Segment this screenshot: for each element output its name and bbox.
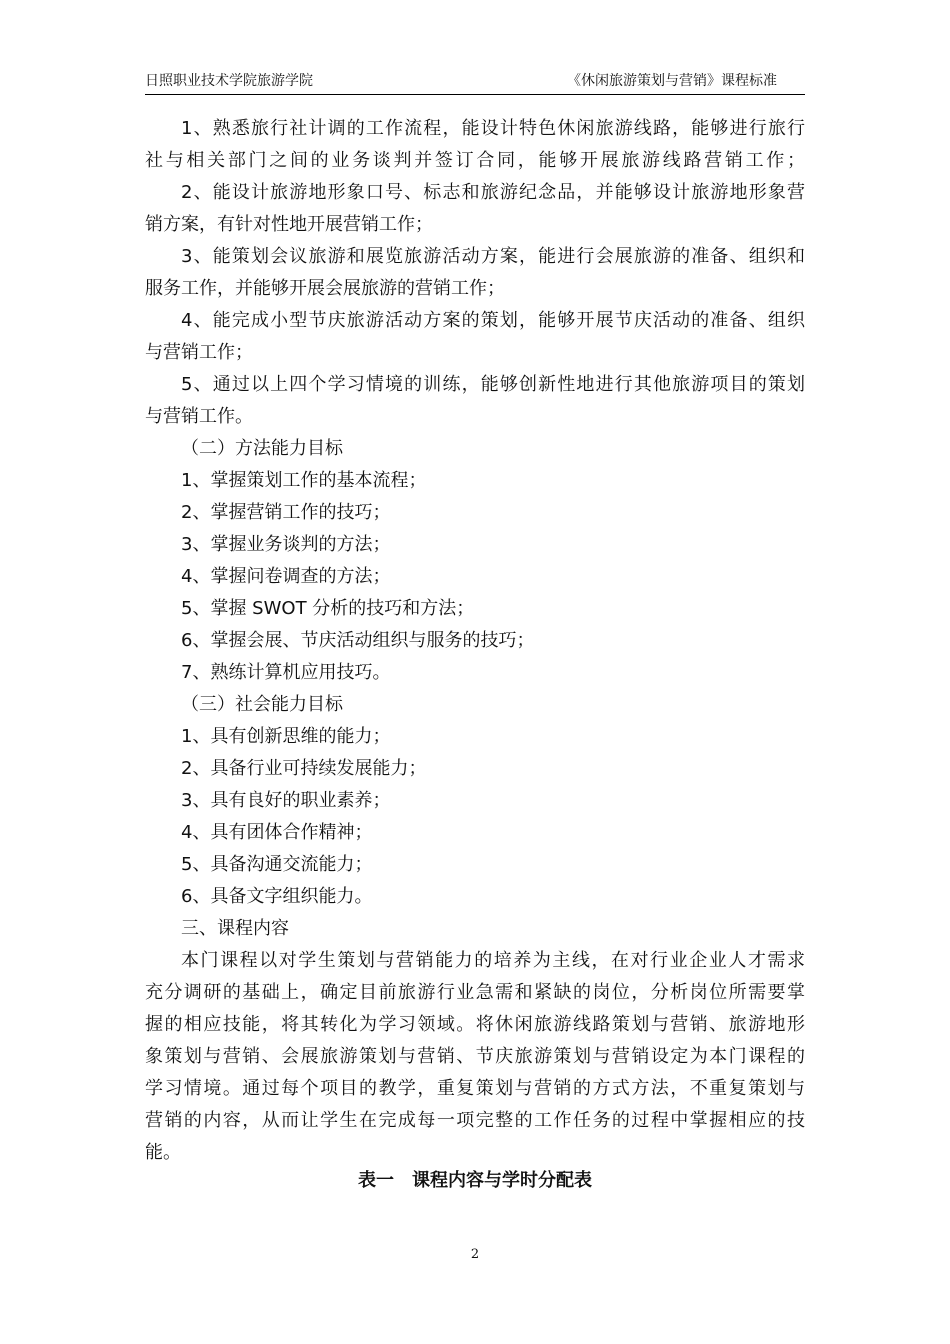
paragraph-line: 象策划与营销、会展旅游策划与营销、节庆旅游策划与营销设定为本门课程的 (145, 1046, 805, 1067)
list-item: 2、掌握营销工作的技巧； (181, 502, 391, 523)
paragraph-line: 2、能设计旅游地形象口号、标志和旅游纪念品，并能够设计旅游地形象营 (181, 182, 805, 203)
paragraph-line: 服务工作，并能够开展会展旅游的营销工作； (145, 278, 505, 299)
paragraph-line: 4、能完成小型节庆旅游活动方案的策划，能够开展节庆活动的准备、组织 (181, 310, 805, 331)
list-item: 6、掌握会展、节庆活动组织与服务的技巧； (181, 630, 535, 651)
table-caption: 表一 课程内容与学时分配表 (358, 1170, 592, 1191)
paragraph-line: 销方案，有针对性地开展营销工作； (145, 214, 433, 235)
paragraph-line: 与营销工作； (145, 342, 253, 363)
paragraph-line: 社与相关部门之间的业务谈判并签订合同，能够开展旅游线路营销工作； (145, 150, 805, 171)
header-course-title: 《休闲旅游策划与营销》课程标准 (567, 73, 777, 89)
section-heading: 三、课程内容 (181, 918, 289, 939)
list-item: 3、掌握业务谈判的方法； (181, 534, 391, 555)
paragraph-line: 本门课程以对学生策划与营销能力的培养为主线，在对行业企业人才需求 (181, 950, 805, 971)
list-item: 7、熟练计算机应用技巧。 (181, 662, 391, 683)
list-item: 1、掌握策划工作的基本流程； (181, 470, 427, 491)
paragraph-line: 与营销工作。 (145, 406, 253, 427)
list-item: 1、具有创新思维的能力； (181, 726, 391, 747)
paragraph-line: 营销的内容，从而让学生在完成每一项完整的工作任务的过程中掌握相应的技 (145, 1110, 805, 1131)
paragraph-line: 能。 (145, 1142, 181, 1163)
paragraph-line: 1、熟悉旅行社计调的工作流程，能设计特色休闲旅游线路，能够进行旅行 (181, 118, 805, 139)
paragraph-line: 3、能策划会议旅游和展览旅游活动方案，能进行会展旅游的准备、组织和 (181, 246, 805, 267)
list-item: 2、具备行业可持续发展能力； (181, 758, 427, 779)
header-institution: 日照职业技术学院旅游学院 (145, 73, 313, 89)
list-item: 3、具有良好的职业素养； (181, 790, 391, 811)
paragraph-line: 握的相应技能，将其转化为学习领域。将休闲旅游线路策划与营销、旅游地形 (145, 1014, 805, 1035)
list-item: 5、掌握 SWOT 分析的技巧和方法； (181, 598, 475, 619)
list-item: 4、掌握问卷调查的方法； (181, 566, 391, 587)
list-item: 6、具备文字组织能力。 (181, 886, 373, 907)
paragraph-line: 5、通过以上四个学习情境的训练，能够创新性地进行其他旅游项目的策划 (181, 374, 805, 395)
list-item: 5、具备沟通交流能力； (181, 854, 373, 875)
paragraph-line: 学习情境。通过每个项目的教学，重复策划与营销的方式方法，不重复策划与 (145, 1078, 805, 1099)
list-item: 4、具有团体合作精神； (181, 822, 373, 843)
body-text (145, 113, 805, 1169)
section-heading: （三）社会能力目标 (181, 694, 343, 715)
page-header (145, 68, 805, 95)
page-number: 2 (470, 1247, 480, 1262)
section-heading: （二）方法能力目标 (181, 438, 343, 459)
paragraph-line: 充分调研的基础上，确定目前旅游行业急需和紧缺的岗位，分析岗位所需要掌 (145, 982, 805, 1003)
